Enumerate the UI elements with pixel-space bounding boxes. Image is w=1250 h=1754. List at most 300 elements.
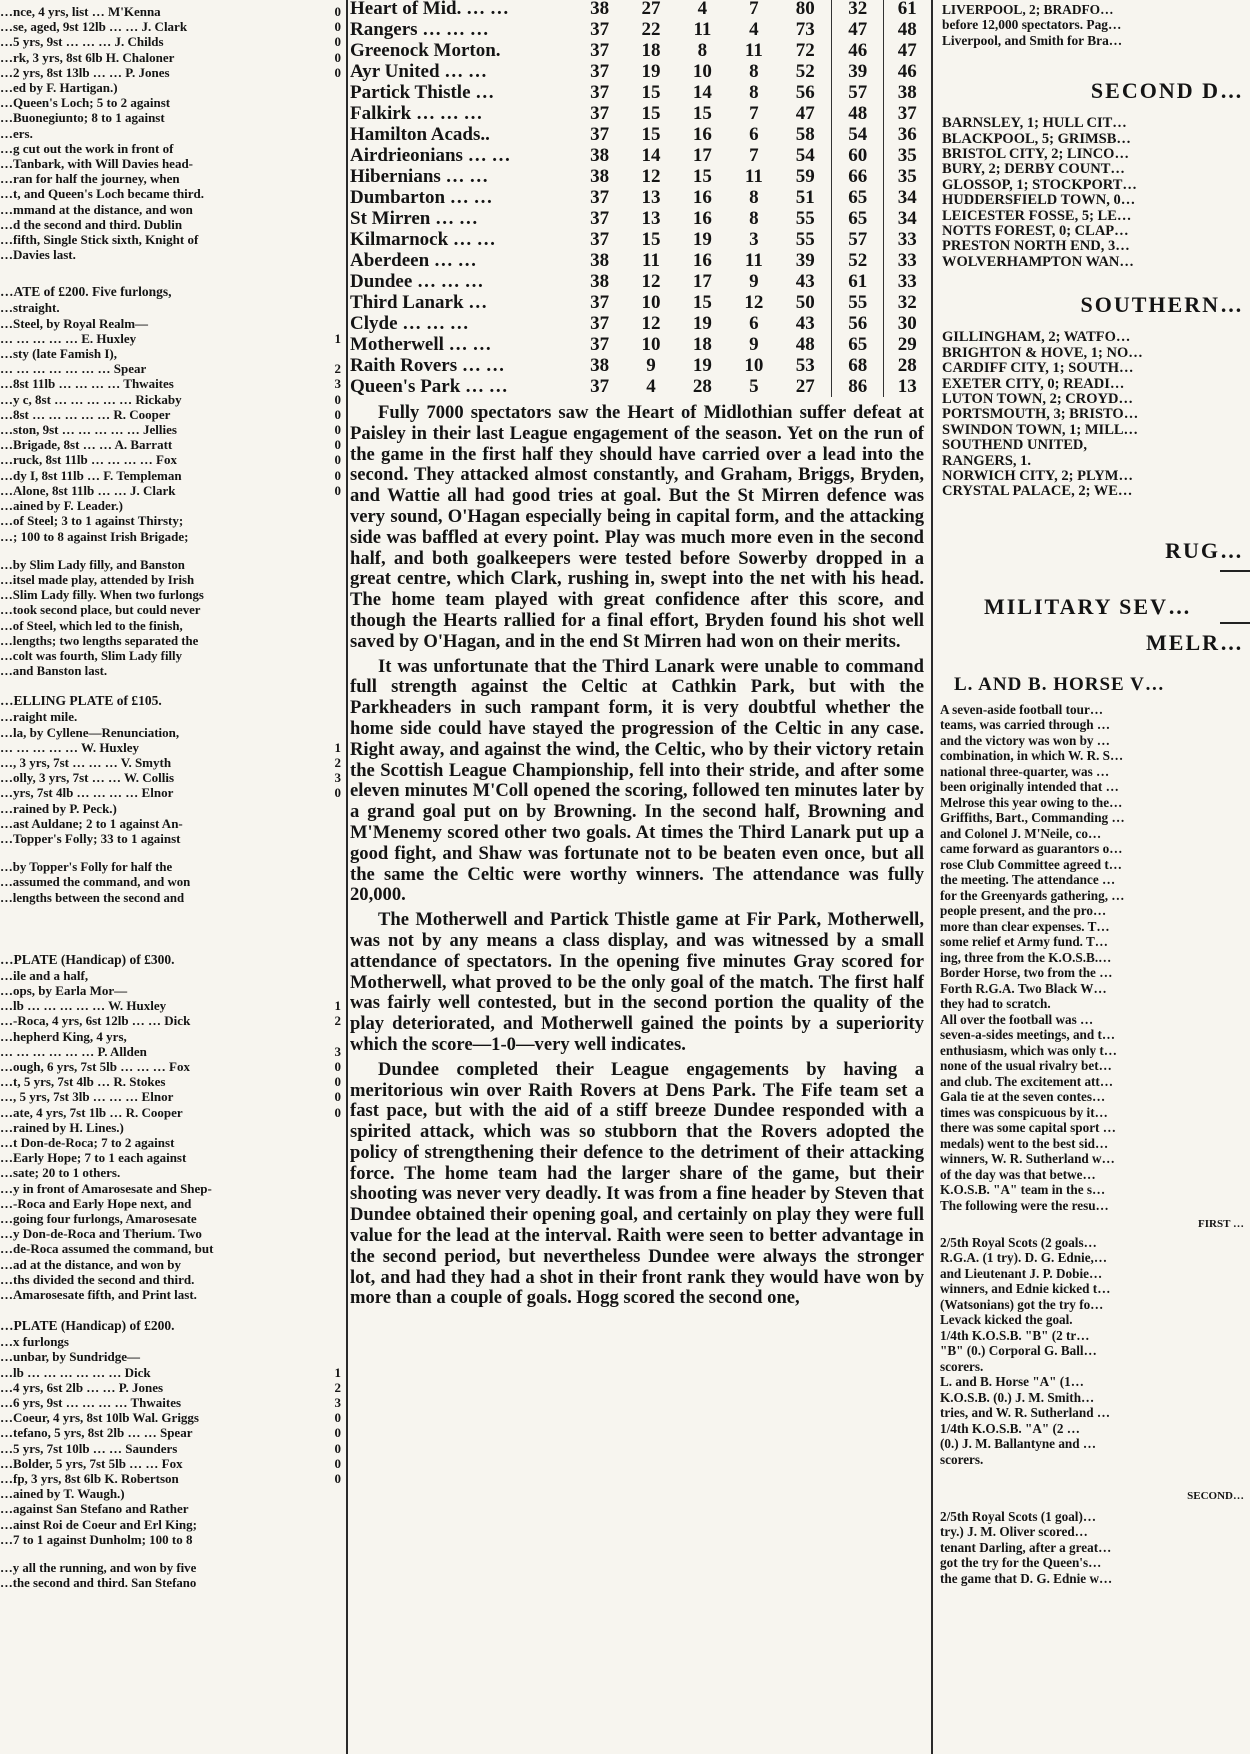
result-text: …; 100 to 8 against Irish Brigade;	[0, 528, 189, 544]
result-place	[337, 247, 341, 262]
result-line	[0, 65, 345, 80]
league-row	[350, 376, 930, 397]
result-place	[337, 217, 341, 232]
league-cell-f: 53	[795, 355, 815, 376]
result-text: …of Steel; 3 to 1 against Thirsty;	[0, 513, 184, 529]
league-cell-team: Kilmarnock … …	[350, 229, 496, 250]
report-line: …itsel made play, attended by Irish	[0, 572, 195, 587]
league-cell-a: 47	[831, 19, 883, 40]
result-place: 2	[334, 1379, 341, 1395]
result-text: …ate, 4 yrs, 7st 1lb … R. Cooper	[0, 1104, 183, 1120]
league-cell-w: 18	[641, 40, 661, 61]
report-line: …by Topper's Folly for half the	[0, 860, 173, 875]
result-line	[0, 1486, 345, 1501]
league-row	[350, 208, 930, 229]
result-place: 3	[334, 376, 341, 392]
league-row	[350, 292, 930, 313]
result-place	[337, 801, 341, 816]
league-cell-a: 65	[831, 334, 883, 355]
league-cell-d: 14	[692, 82, 712, 103]
result-place	[337, 1486, 341, 1501]
text-line: 2/5th Royal Scots (2 goals…	[940, 1234, 1097, 1250]
result-text: … … … … … … … Spear	[0, 361, 147, 377]
text-line: SOUTHEND UNITED,	[942, 437, 1088, 454]
result-text: …nce, 4 yrs, list … M'Kenna	[0, 4, 161, 19]
text-line: BRISTOL CITY, 2; LINCO…	[942, 146, 1129, 163]
result-place: 2	[334, 1013, 341, 1029]
text-line: Forth R.G.A. Two Black W…	[940, 980, 1107, 996]
league-row	[350, 40, 930, 61]
league-cell-d: 15	[692, 292, 712, 313]
league-cell-w: 13	[641, 187, 661, 208]
result-text: …rained by P. Peck.)	[0, 800, 117, 816]
result-place: 0	[334, 422, 341, 438]
league-cell-w: 12	[641, 271, 661, 292]
result-line	[0, 1089, 345, 1104]
result-line	[0, 740, 345, 755]
result-line	[0, 1410, 345, 1425]
league-cell-w: 10	[641, 334, 661, 355]
result-text: …5 yrs, 7st 10lb … … Saunders	[0, 1440, 178, 1456]
result-text: …7 to 1 against Dunholm; 100 to 8	[0, 1531, 193, 1547]
text-line: tries, and W. R. Sutherland …	[940, 1405, 1111, 1421]
text-line: winners, W. R. Sutherland w…	[940, 1151, 1115, 1167]
race-result-block	[0, 300, 345, 543]
league-cell-d: 19	[692, 229, 712, 250]
result-text: …la, by Cyllene—Renunciation,	[0, 724, 180, 740]
result-place: 1	[334, 330, 341, 346]
league-cell-pts: 34	[884, 187, 930, 208]
result-place	[337, 1150, 341, 1165]
league-cell-p: 37	[590, 334, 610, 355]
racing-results-column	[0, 0, 345, 1754]
result-place: 0	[334, 1471, 341, 1487]
result-text: …lb … … … … … … Dick	[0, 1364, 151, 1380]
league-cell-pts: 33	[884, 271, 930, 292]
result-line	[0, 232, 345, 247]
race-heading: …PLATE (Handicap) of £200.	[0, 1318, 175, 1334]
text-line: Levack kicked the goal.	[940, 1312, 1073, 1328]
text-line: national three-quarter, was …	[940, 763, 1110, 779]
result-line	[0, 1365, 345, 1380]
league-cell-team: Hamilton Acads..	[350, 124, 490, 145]
result-place: 0	[334, 452, 341, 468]
report-line: …assumed the command, and won	[0, 875, 191, 890]
race-result-block	[0, 4, 345, 262]
result-place: 3	[334, 1043, 341, 1059]
result-line	[0, 1120, 345, 1135]
league-cell-w: 19	[641, 61, 661, 82]
text-line: seven-a-sides meetings, and t…	[940, 1027, 1116, 1043]
result-place	[337, 346, 341, 361]
result-line	[0, 1380, 345, 1395]
result-place: 2	[334, 361, 341, 377]
league-cell-l: 4	[749, 19, 759, 40]
league-cell-team: Greenock Morton.	[350, 40, 501, 61]
text-line: the game that D. G. Ednie w…	[940, 1570, 1113, 1586]
league-cell-f: 43	[795, 271, 815, 292]
article-body	[934, 1235, 1250, 1468]
league-cell-a: 55	[831, 292, 883, 313]
result-place: 1	[334, 739, 341, 755]
report-paragraph: Fully 7000 spectators saw the Heart of Midlothian suffer defeat at Paisley in their last League engagement of the season. Yet on the run of the game in the first half they should have carried over a lead into the second. They attacked almost constantly, and Graham, Briggs, Bryden, and Wattie all had good tries at goal. But the St Mirren defence was very sound, O'Hagan especially being in capital form, and the attacking side was baffled at every point. Play was much more even in the second half, and both goalkeepers were tested before Sowerby dropped in a great centre, which Clark, rushing in, swept into the net with his head. The home team played with great confidence after this score, and though the Hearts rallied for a final effort, Bryden found his shot well saved by O'Hagan, and in the end St Mirren had won on their merits.	[350, 402, 924, 652]
text-line: the meeting. The attendance …	[940, 872, 1116, 888]
article-headline: MELR…	[1146, 629, 1244, 655]
result-place: 0	[334, 437, 341, 453]
text-line: K.O.S.B. (0.) J. M. Smith…	[940, 1389, 1095, 1405]
league-cell-l: 7	[749, 103, 759, 124]
result-place: 0	[334, 34, 341, 50]
text-line: NORWICH CITY, 2; PLYM…	[942, 467, 1133, 484]
text-line: tenant Darling, after a great…	[940, 1539, 1112, 1555]
result-line	[0, 1226, 345, 1241]
text-line: before 12,000 spectators. Pag…	[942, 17, 1122, 33]
text-line: LEICESTER FOSSE, 5; LE…	[942, 207, 1132, 224]
league-cell-f: 72	[795, 40, 815, 61]
result-line	[0, 1074, 345, 1089]
league-cell-l: 3	[749, 229, 759, 250]
race-report-block	[0, 860, 345, 906]
league-row	[350, 271, 930, 292]
result-text: …sate; 20 to 1 others.	[0, 1165, 121, 1181]
race-report-block	[0, 1561, 345, 1591]
league-cell-l: 9	[749, 271, 759, 292]
league-cell-w: 15	[641, 124, 661, 145]
result-line	[0, 1501, 345, 1516]
league-cell-team: Airdrieonians … …	[350, 145, 511, 166]
league-cell-d: 19	[692, 313, 712, 334]
result-line	[0, 1349, 345, 1364]
result-line	[0, 361, 345, 376]
result-text: …-Roca, 4 yrs, 6st 12lb … … Dick	[0, 1013, 191, 1029]
race-result-block	[0, 968, 345, 1302]
result-text: …raight mile.	[0, 709, 78, 725]
league-cell-p: 38	[590, 355, 610, 376]
result-line	[0, 1425, 345, 1440]
text-line: Gala tie at the seven contes…	[940, 1089, 1106, 1105]
league-row	[350, 187, 930, 208]
result-line	[0, 1059, 345, 1074]
result-text: …sty (late Famish I),	[0, 346, 117, 362]
league-cell-p: 38	[590, 0, 610, 19]
league-cell-d: 28	[692, 376, 712, 397]
article-body	[934, 1509, 1250, 1587]
result-place: 0	[334, 1440, 341, 1456]
result-line	[0, 998, 345, 1013]
league-cell-a: 52	[831, 250, 883, 271]
league-cell-pts: 36	[884, 124, 930, 145]
league-cell-d: 8	[697, 40, 708, 61]
result-line	[0, 1150, 345, 1165]
section-title: SECOND D…	[1090, 78, 1244, 104]
league-cell-p: 37	[590, 313, 610, 334]
result-line	[0, 376, 345, 391]
result-text: …ston, 9st … … … … … Jellies	[0, 422, 177, 438]
league-cell-f: 52	[795, 61, 815, 82]
result-place: 3	[334, 770, 341, 786]
text-line: BLACKPOOL, 5; GRIMSB…	[942, 130, 1131, 147]
result-text: …ran for half the journey, when	[0, 171, 180, 187]
result-text: …Brigade, 8st … … A. Barratt	[0, 437, 173, 453]
result-line	[0, 831, 345, 846]
result-place	[337, 1135, 341, 1150]
league-cell-f: 55	[795, 208, 815, 229]
result-text: …, 5 yrs, 7st 3lb … … … Elnor	[0, 1089, 174, 1105]
league-cell-f: 51	[795, 187, 815, 208]
league-row	[350, 0, 930, 19]
result-line	[0, 316, 345, 331]
result-place	[337, 1196, 341, 1211]
result-place	[337, 725, 341, 740]
league-cell-a: 54	[831, 124, 883, 145]
league-cell-pts: 37	[884, 103, 930, 124]
result-text: …ained by T. Waugh.)	[0, 1486, 125, 1502]
result-line	[0, 770, 345, 785]
result-text: …against San Stefano and Rather	[0, 1501, 189, 1517]
result-text: …Queen's Loch; 5 to 2 against	[0, 95, 171, 111]
result-text: …ained by F. Leader.)	[0, 498, 123, 514]
league-cell-l: 11	[744, 250, 763, 271]
league-cell-l: 7	[749, 0, 759, 19]
league-cell-l: 7	[749, 145, 759, 166]
league-cell-l: 8	[749, 187, 759, 208]
results-list	[934, 116, 1250, 270]
text-line: BURY, 2; DERBY COUNT…	[942, 161, 1125, 178]
text-line: and club. The excitement att…	[940, 1073, 1114, 1089]
league-row	[350, 250, 930, 271]
result-text: …g cut out the work in front of	[0, 140, 174, 156]
league-cell-l: 6	[749, 313, 759, 334]
result-line	[0, 1257, 345, 1272]
league-row	[350, 124, 930, 145]
league-cell-p: 37	[590, 40, 610, 61]
league-cell-l: 8	[749, 208, 759, 229]
result-line	[0, 755, 345, 770]
result-line	[0, 1029, 345, 1044]
league-cell-pts: 34	[884, 208, 930, 229]
league-cell-team: Third Lanark …	[350, 292, 488, 313]
league-cell-d: 16	[692, 187, 712, 208]
league-cell-w: 11	[642, 250, 660, 271]
league-row	[350, 103, 930, 124]
result-line	[0, 80, 345, 95]
result-line	[0, 186, 345, 201]
text-line: combination, in which W. R. S…	[940, 748, 1124, 764]
result-place	[337, 110, 341, 125]
result-text: …ers.	[0, 125, 33, 141]
league-cell-a: 86	[831, 376, 883, 397]
result-line	[0, 1013, 345, 1028]
result-line	[0, 19, 345, 34]
match-caption	[934, 2, 1250, 48]
league-cell-w: 10	[641, 292, 661, 313]
result-place: 0	[334, 467, 341, 483]
league-row	[350, 229, 930, 250]
result-text: …yrs, 7st 4lb … … … … Elnor	[0, 785, 174, 801]
result-text: …Steel, by Royal Realm—	[0, 315, 149, 331]
text-line: some relief et Army fund. T…	[940, 934, 1108, 950]
league-cell-a: 68	[831, 355, 883, 376]
article-body	[934, 702, 1250, 1214]
league-cell-d: 16	[692, 208, 712, 229]
result-text: …going four furlongs, Amarosesate	[0, 1211, 197, 1227]
league-row	[350, 334, 930, 355]
result-text: …ruck, 8st 11lb … … … … Fox	[0, 452, 177, 468]
result-place	[337, 1517, 341, 1532]
league-cell-f: 73	[795, 19, 815, 40]
result-line	[0, 1196, 345, 1211]
league-cell-f: 48	[795, 334, 815, 355]
league-cell-p: 37	[590, 61, 610, 82]
league-cell-d: 15	[692, 166, 712, 187]
result-place	[337, 80, 341, 95]
league-cell-f: 39	[795, 250, 815, 271]
column-rule	[931, 0, 933, 1754]
report-line: …the second and third. San Stefano	[0, 1576, 197, 1591]
league-cell-f: 59	[795, 166, 815, 187]
text-line: L. and B. Horse "A" (1…	[940, 1374, 1084, 1390]
result-place: 0	[334, 391, 341, 407]
match-reports	[350, 403, 930, 1309]
league-cell-d: 11	[693, 19, 712, 40]
text-line: enthusiasm, which was only t…	[940, 1042, 1117, 1058]
league-cell-w: 22	[641, 19, 661, 40]
result-place: 0	[334, 1074, 341, 1090]
article-subheading: L. AND B. HORSE V…	[954, 673, 1165, 695]
result-place: 0	[334, 482, 341, 498]
result-line	[0, 50, 345, 65]
result-line	[0, 785, 345, 800]
text-line: BRIGHTON & HOVE, 1; NO…	[942, 344, 1143, 361]
report-line: …of Steel, which led to the finish,	[0, 618, 183, 633]
text-line: PORTSMOUTH, 3; BRISTO…	[942, 406, 1139, 423]
text-line: GILLINGHAM, 2; WATFO…	[942, 329, 1131, 346]
text-line: came forward as guarantors o…	[940, 841, 1123, 857]
league-cell-pts: 47	[884, 40, 930, 61]
league-cell-p: 37	[590, 124, 610, 145]
result-text: …fifth, Single Stick sixth, Knight of	[0, 232, 199, 248]
result-line	[0, 1105, 345, 1120]
text-line: they had to scratch.	[940, 996, 1051, 1012]
text-line: medals) went to the best sid…	[940, 1135, 1109, 1151]
result-place: 0	[334, 1104, 341, 1120]
league-cell-pts: 35	[884, 166, 930, 187]
text-line: try.) J. M. Oliver scored…	[940, 1524, 1088, 1540]
result-text: …dy I, 8st 11lb … F. Templeman	[0, 467, 182, 483]
result-line	[0, 513, 345, 528]
race-report-block	[0, 558, 345, 680]
divider	[1220, 570, 1250, 572]
result-place	[337, 1165, 341, 1180]
result-place	[337, 831, 341, 846]
text-line: people present, and the pro…	[940, 903, 1107, 919]
result-text: …, 3 yrs, 7st … … … V. Smyth	[0, 754, 172, 770]
league-cell-d: 16	[692, 250, 712, 271]
league-cell-l: 6	[749, 124, 759, 145]
text-line: scorers.	[940, 1451, 984, 1467]
result-place	[337, 202, 341, 217]
league-cell-pts: 46	[884, 61, 930, 82]
league-cell-p: 37	[590, 82, 610, 103]
report-line: …by Slim Lady filly, and Banston	[0, 557, 185, 572]
league-cell-l: 12	[744, 292, 764, 313]
league-cell-team: Partick Thistle …	[350, 82, 495, 103]
league-cell-d: 17	[692, 271, 712, 292]
report-paragraph: The Motherwell and Partick Thistle game at Fir Park, Motherwell, was not by any means a class display, and was witnessed by a small attendance of spectators. In the opening five minutes Gray scored for Motherwell, what proved to be the only goal of the match. The first half was fairly well contested, but in the second portion the quality of the play deteriorated, and Motherwell gained the points by a superiority which the score—1-0—very well indicates.	[350, 909, 924, 1055]
report-line: …colt was fourth, Slim Lady filly	[0, 648, 183, 663]
result-line	[0, 110, 345, 125]
result-place	[337, 1181, 341, 1196]
result-text: …5 yrs, 9st … … … J. Childs	[0, 34, 164, 50]
league-cell-pts: 29	[884, 334, 930, 355]
league-cell-w: 27	[641, 0, 661, 19]
result-line	[0, 156, 345, 171]
league-cell-a: 60	[831, 145, 883, 166]
result-text: …Alone, 8st 11lb … … J. Clark	[0, 482, 176, 498]
text-line: HUDDERSFIELD TOWN, 0…	[942, 192, 1136, 209]
text-line: SWINDON TOWN, 1; MILL…	[942, 421, 1139, 438]
league-cell-a: 46	[831, 40, 883, 61]
league-row	[350, 82, 930, 103]
result-text: …mmand at the distance, and won	[0, 201, 193, 217]
race-heading: …ELLING PLATE of £105.	[0, 693, 162, 709]
result-place: 2	[334, 754, 341, 770]
result-text: …ast Auldane; 2 to 1 against An-	[0, 815, 183, 831]
result-line	[0, 1241, 345, 1256]
league-cell-f: 58	[795, 124, 815, 145]
league-cell-w: 4	[646, 376, 656, 397]
league-cell-f: 50	[795, 292, 815, 313]
result-place: 3	[334, 1395, 341, 1411]
result-line	[0, 331, 345, 346]
league-cell-d: 19	[692, 355, 712, 376]
result-place: 0	[334, 406, 341, 422]
league-table	[350, 0, 930, 397]
league-cell-d: 10	[692, 61, 712, 82]
result-text: …-Roca and Early Hope next, and	[0, 1195, 192, 1211]
text-line: and Lieutenant J. P. Dobie…	[940, 1265, 1103, 1281]
result-place	[337, 126, 341, 141]
result-text: …ths divided the second and third.	[0, 1271, 195, 1287]
league-cell-a: 61	[831, 271, 883, 292]
result-text: …y in front of Amarosesate and Shep-	[0, 1180, 212, 1196]
league-cell-a: 57	[831, 229, 883, 250]
race-result-block	[0, 1334, 345, 1547]
report-line: …y all the running, and won by five	[0, 1561, 197, 1576]
result-line	[0, 1456, 345, 1471]
result-place	[337, 513, 341, 528]
result-place	[337, 529, 341, 544]
text-line: Melrose this year owing to the…	[940, 794, 1123, 810]
result-place	[337, 141, 341, 156]
result-line	[0, 4, 345, 19]
text-line: (0.) J. M. Ballantyne and …	[940, 1436, 1097, 1452]
result-place	[337, 1287, 341, 1302]
text-line: RANGERS, 1.	[942, 452, 1032, 469]
text-line: LUTON TOWN, 2; CROYD…	[942, 390, 1133, 407]
result-line	[0, 725, 345, 740]
text-line: R.G.A. (1 try). D. G. Ednie,…	[940, 1250, 1108, 1266]
league-cell-l: 10	[744, 355, 764, 376]
league-cell-a: 56	[831, 313, 883, 334]
league-cell-p: 38	[590, 271, 610, 292]
league-row	[350, 61, 930, 82]
league-cell-p: 37	[590, 376, 610, 397]
result-place	[337, 1257, 341, 1272]
result-line	[0, 1471, 345, 1486]
result-text: …se, aged, 9st 12lb … … J. Clark	[0, 19, 188, 35]
result-place	[337, 968, 341, 983]
